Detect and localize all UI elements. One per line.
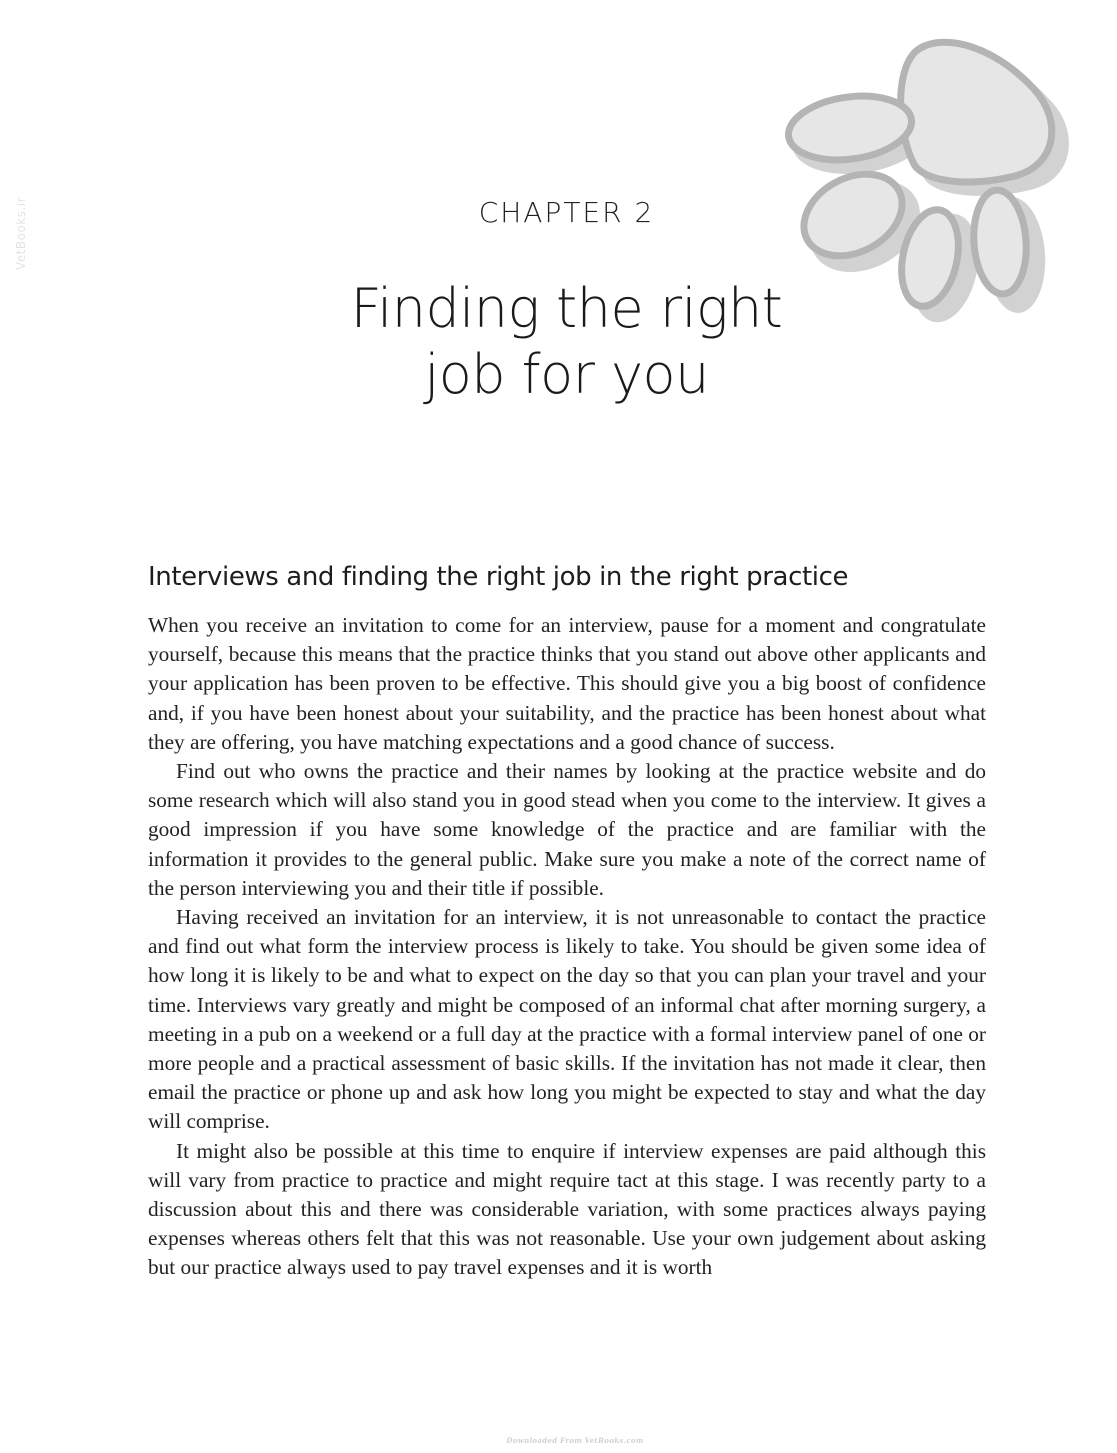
- chapter-title-line-2: job for you: [424, 343, 709, 406]
- paragraph: Having received an invitation for an interview, it is not unreasonable to contact the practice and find out what form the interview process is likely to take. You should be given some idea of how long it is likely to be and what to expect on the day so that you can plan your travel and your time. Interviews vary greatly and might be composed of an informal chat after morning surgery, a meeting in a pub on a weekend or a full day at the practice with a formal interview panel of one or more people and a practical assessment of basic skills. If the invitation has not made it clear, then email the practice or phone up and ask how long you might be expected to stay and what the day will comprise.: [148, 905, 986, 1134]
- chapter-label: CHAPTER 2: [478, 196, 655, 229]
- chapter-title-line-1: Finding the right: [350, 277, 783, 340]
- chapter-title: [0, 276, 1117, 408]
- body-text: [148, 611, 986, 1283]
- section-heading: Interviews and finding the right job in the right practice: [148, 562, 849, 592]
- side-watermark: VetBooks.ir: [14, 196, 28, 270]
- paragraph: It might also be possible at this time to enquire if interview expenses are paid although this will vary from practice to practice and might require tact at this stage. I was recently party to a discussion about this and there was considerable variation, with some practices always paying expenses whereas others felt that this was not reasonable. Use your own judgement about asking but our practice always used to pay travel expenses and it is worth: [148, 1138, 986, 1280]
- paragraph: When you receive an invitation to come for an interview, pause for a moment and congratulate yourself, because this means that the practice thinks that you stand out above other applicants and your application has been proven to be effective. This should give you a big boost of confidence and, if you have been honest about your suitability, and the practice has been honest about what they are offering, you have matching expectations and a good chance of success.: [148, 613, 986, 754]
- paragraph: Find out who owns the practice and their names by looking at the practice website and do some research which will also stand you in good stead when you come to the interview. It gives a good impression if you have some knowledge of the practice and are familiar with the information it provides to the general public. Make sure you make a note of the correct name of the person interviewing you and their title if possible.: [148, 759, 986, 900]
- footer-watermark: Downloaded From VetBooks.com: [506, 1436, 644, 1445]
